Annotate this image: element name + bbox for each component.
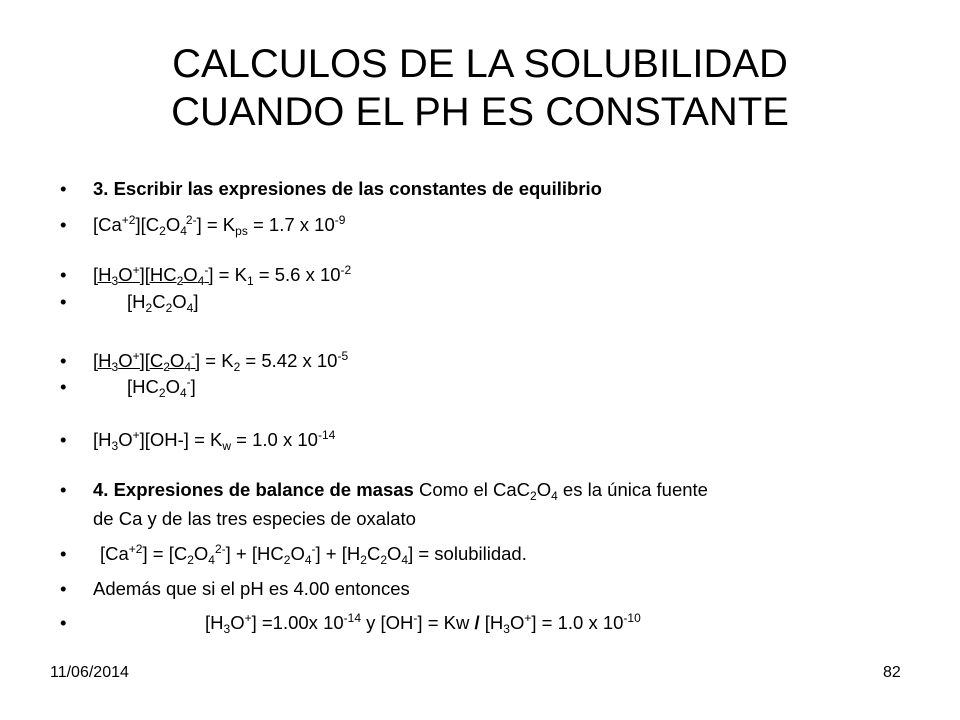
bullet-icon: • — [60, 578, 67, 599]
slide-title — [0, 40, 960, 136]
bullet-text-7: $[H_3O^+][OH-] = K_w = 1.0$ x $10^{-14}$ — [93, 428, 336, 453]
bullet-text-1: 3. Escribir las expresiones de las constantes de equilibrio — [93, 178, 602, 199]
bullet-icon: • — [60, 376, 67, 397]
bullet-text-9: $[Ca^{+2}] = [C_2O_4^{2-}] + [HC_2O_4^-] + [H_2C_2O_4]$ = solubilidad. — [100, 542, 527, 567]
bullet-text-6: $[HC_2O_4^-]$ — [127, 375, 196, 400]
title-line-2: CUANDO EL PH ES CONSTANTE — [171, 90, 789, 134]
bullet-text-5: $[H_3O^+][C_2O_4^-] = K_2 = 5.42$ x $10^{-5}$ — [93, 349, 349, 374]
bullet-text-8: 4. Expresiones de balance de masas Como el $CaC_2O_4$ es la única fuente — [93, 479, 708, 503]
bullet-icon: • — [60, 264, 67, 285]
bullet-text-3: $[H_3O^+][HC_2O_4^-] = K_1 = 5.6$ x $10^{-2}$ — [93, 263, 352, 288]
bullet-icon: • — [60, 178, 67, 199]
footer-date: 11/06/2014 — [50, 664, 129, 681]
bullet-text-4: $[H_2C_2O_4]$ — [127, 291, 199, 315]
bullet-icon: • — [60, 350, 67, 371]
bullet-icon: • — [60, 479, 67, 500]
bullet-text-11: $[H_3O^+] =1.00x$ $10^{-14}$ y $[OH^-] = Kw / [H_3O^+] = 1.0$ x $10^{-10}$ — [205, 611, 641, 636]
bullet-icon: • — [60, 291, 67, 312]
bullet-icon: • — [60, 429, 67, 450]
bullet-text-2: $[Ca^{+2}][C_2O_4^{2-}] = K_{ps} = 1.7$ x $10^{-9}$ — [93, 213, 346, 238]
footer-page-number: 82 — [883, 664, 901, 681]
bullet-icon: • — [60, 612, 67, 633]
bullet-text-8-cont: de Ca y de las tres especies de oxalato — [93, 508, 416, 529]
bullet-icon: • — [60, 543, 67, 564]
bullet-text-10: Además que si el pH es 4.00 entonces — [93, 578, 410, 599]
bullet-icon: • — [60, 214, 67, 235]
title-line-1: CALCULOS DE LA SOLUBILIDAD — [172, 42, 788, 86]
